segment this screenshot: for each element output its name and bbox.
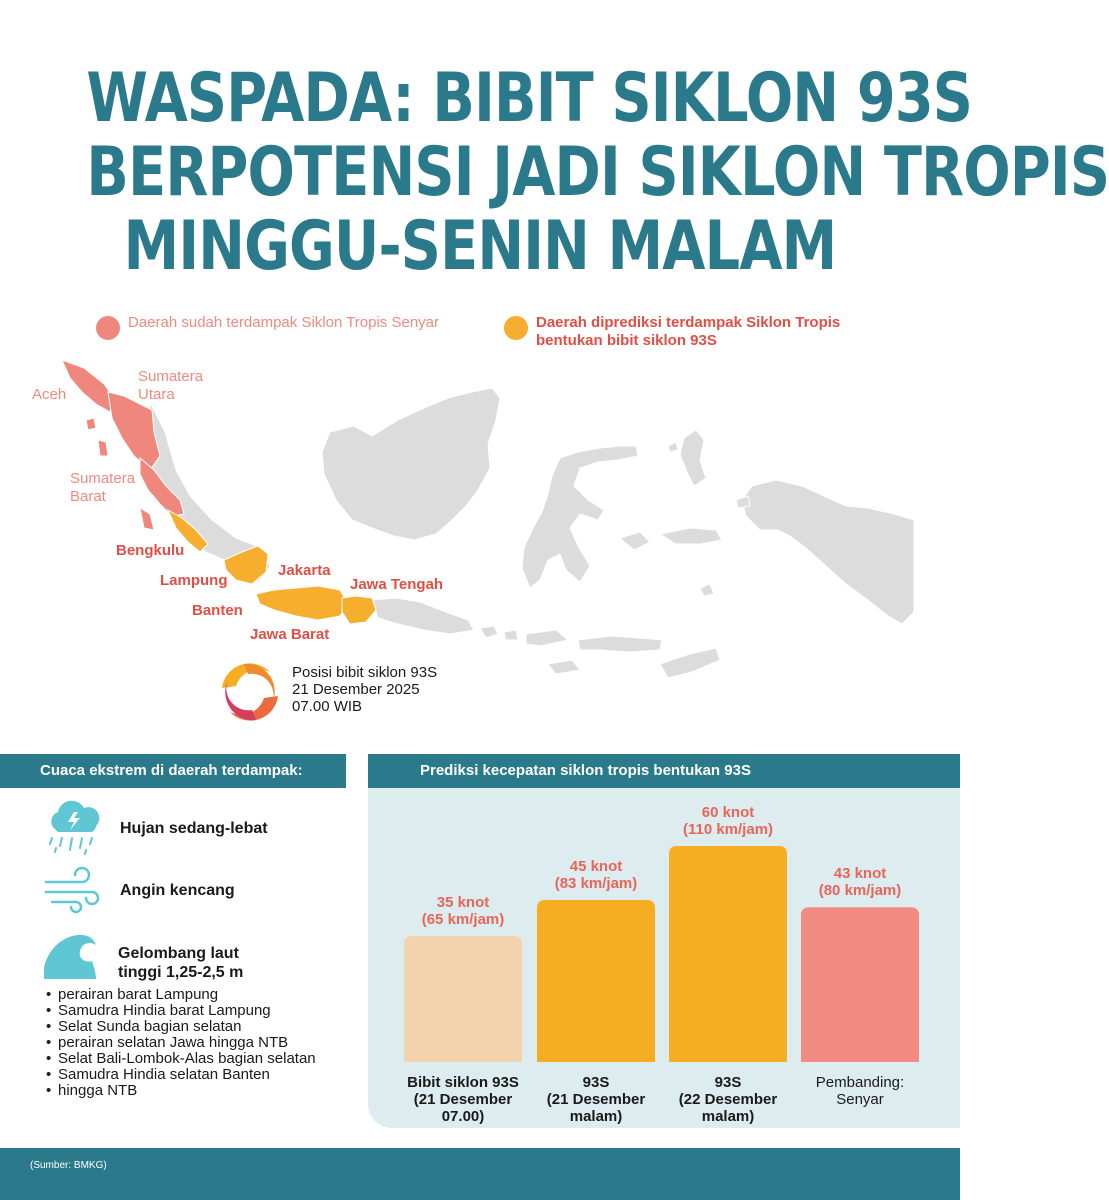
category-label-line: Senyar	[836, 1091, 884, 1108]
map-label-jakarta: Jakarta	[278, 562, 331, 579]
title-line-1: WASPADA: BIBIT SIKLON 93S	[86, 59, 973, 138]
small-islands	[668, 442, 750, 596]
bali	[480, 626, 498, 638]
papua	[742, 480, 914, 624]
borneo	[322, 388, 500, 540]
category-label-line: Bibit siklon 93S	[407, 1074, 519, 1091]
category-label	[790, 1074, 930, 1108]
bar	[404, 936, 522, 1062]
banten-jabar-region	[256, 586, 348, 620]
timor	[660, 648, 720, 678]
jateng-region	[342, 596, 376, 624]
category-label-line: malam)	[569, 1108, 623, 1125]
bar	[537, 900, 655, 1062]
map-label-sumbar-2: Barat	[70, 488, 106, 505]
legend-past-dot	[96, 316, 120, 340]
data-label-line: 45 knot	[569, 858, 623, 875]
mentawai	[140, 508, 154, 530]
storm-position-caption	[292, 664, 437, 715]
category-label-line: 07.00)	[441, 1108, 485, 1125]
category-label	[393, 1074, 533, 1125]
page-title	[86, 59, 1109, 286]
sumba	[548, 660, 580, 674]
category-label-line: malam)	[701, 1108, 755, 1125]
weather-wind	[42, 868, 235, 912]
buru	[620, 532, 650, 550]
title-line-3: MINGGU-SENIN MALAM	[123, 207, 837, 286]
aceh-region	[62, 360, 114, 412]
bar	[669, 846, 787, 1062]
cyclone-icon	[222, 663, 278, 720]
storm-caption-line-1: Posisi bibit siklon 93S	[292, 664, 438, 681]
list-item: • Selat Bali-Lombok-Alas bagian selatan	[46, 1051, 316, 1067]
map-label-jawa-barat: Jawa Barat	[250, 626, 330, 643]
data-label-line: (110 km/jam)	[682, 821, 774, 838]
legend-predicted-line-2: bentukan bibit siklon 93S	[536, 332, 717, 349]
list-item: • perairan selatan Jawa hingga NTB	[46, 1035, 316, 1051]
legend-past-label: Daerah sudah terdampak Siklon Tropis Senyar	[128, 314, 440, 331]
category-label-line: Pembanding:	[815, 1074, 905, 1091]
map-label-jawa-tengah: Jawa Tengah	[350, 576, 444, 593]
data-label-line: 43 knot	[833, 865, 887, 883]
data-label-line: (83 km/jam)	[554, 875, 638, 892]
list-item	[46, 1083, 316, 1099]
storm-caption-line-2: 21 Desember 2025	[292, 681, 420, 698]
category-label	[658, 1074, 798, 1125]
map-label-banten: Banten	[192, 602, 243, 619]
source-note: (Sumber: BMKG)	[30, 1160, 107, 1171]
category-label-line: 93S	[582, 1074, 610, 1091]
halmahera	[680, 430, 706, 486]
wave-label-line-1: Gelombang laut	[118, 945, 239, 962]
map-label-bengkulu: Bengkulu	[116, 542, 185, 559]
list-item: • Selat Sunda bagian selatan	[46, 1019, 316, 1035]
chart-title: Prediksi kecepatan siklon tropis bentukan 93S	[368, 754, 960, 788]
nias	[98, 440, 108, 456]
category-label-line: (22 Desember	[678, 1091, 778, 1108]
list-item: • perairan barat Lampung	[46, 987, 316, 1003]
wind-label: Angin kencang	[120, 881, 235, 899]
lombok	[504, 630, 518, 640]
weather-rain	[44, 800, 268, 856]
map-label-sumbar-1: Sumatera	[70, 470, 136, 487]
wave-label-line-2: tinggi 1,25-2,5 m	[118, 964, 244, 981]
category-label-line: (21 Desember	[413, 1091, 513, 1108]
map-label-aceh: Aceh	[32, 386, 67, 403]
list-item: • Samudra Hindia barat Lampung	[46, 1003, 316, 1019]
list-item-continuation: hingga NTB	[58, 1082, 138, 1099]
data-label	[393, 894, 533, 928]
weather-heading: Cuaca ekstrem di daerah terdampak:	[0, 754, 346, 788]
weather-wave	[42, 930, 243, 982]
map-label-lampung: Lampung	[160, 572, 228, 589]
category-label-line: 93S	[714, 1074, 742, 1091]
rain-cloud-icon	[44, 800, 104, 856]
speed-bar-chart	[368, 788, 960, 1128]
flores	[578, 636, 662, 652]
category-label	[526, 1074, 666, 1125]
data-label-line: 60 knot	[701, 804, 755, 821]
legend-predicted-line-1: Daerah diprediksi terdampak Siklon Tropis	[536, 314, 841, 331]
category-label-line: (21 Desember	[546, 1091, 646, 1108]
legend-predicted-dot	[504, 316, 528, 340]
wave-label	[118, 944, 243, 982]
sumbawa	[526, 630, 568, 646]
storm-caption-line-3: 07.00 WIB	[292, 698, 363, 715]
wave-icon	[42, 931, 98, 981]
data-label	[658, 804, 798, 838]
data-label-line: (65 km/jam)	[421, 911, 505, 928]
list-item: • Samudra Hindia selatan Banten	[46, 1067, 316, 1083]
rain-label: Hujan sedang-lebat	[120, 819, 268, 837]
seram	[660, 528, 722, 544]
java-east	[372, 598, 474, 634]
map-label-sumut-2: Utara	[138, 386, 175, 403]
data-label	[526, 858, 666, 892]
legend-past	[96, 314, 439, 340]
title-line-2: BERPOTENSI JADI SIKLON TROPIS	[86, 133, 1109, 212]
data-label-line: 35 knot	[436, 894, 490, 911]
bar	[801, 907, 919, 1062]
sulawesi	[522, 446, 638, 588]
data-label	[790, 865, 930, 899]
data-label-line: (80 km/jam)	[818, 882, 902, 900]
simeulue	[86, 418, 96, 430]
footer	[0, 1148, 960, 1200]
affected-waters-list	[46, 987, 316, 1099]
map-label-sumut-1: Sumatera	[138, 368, 204, 385]
wind-icon	[42, 868, 102, 912]
